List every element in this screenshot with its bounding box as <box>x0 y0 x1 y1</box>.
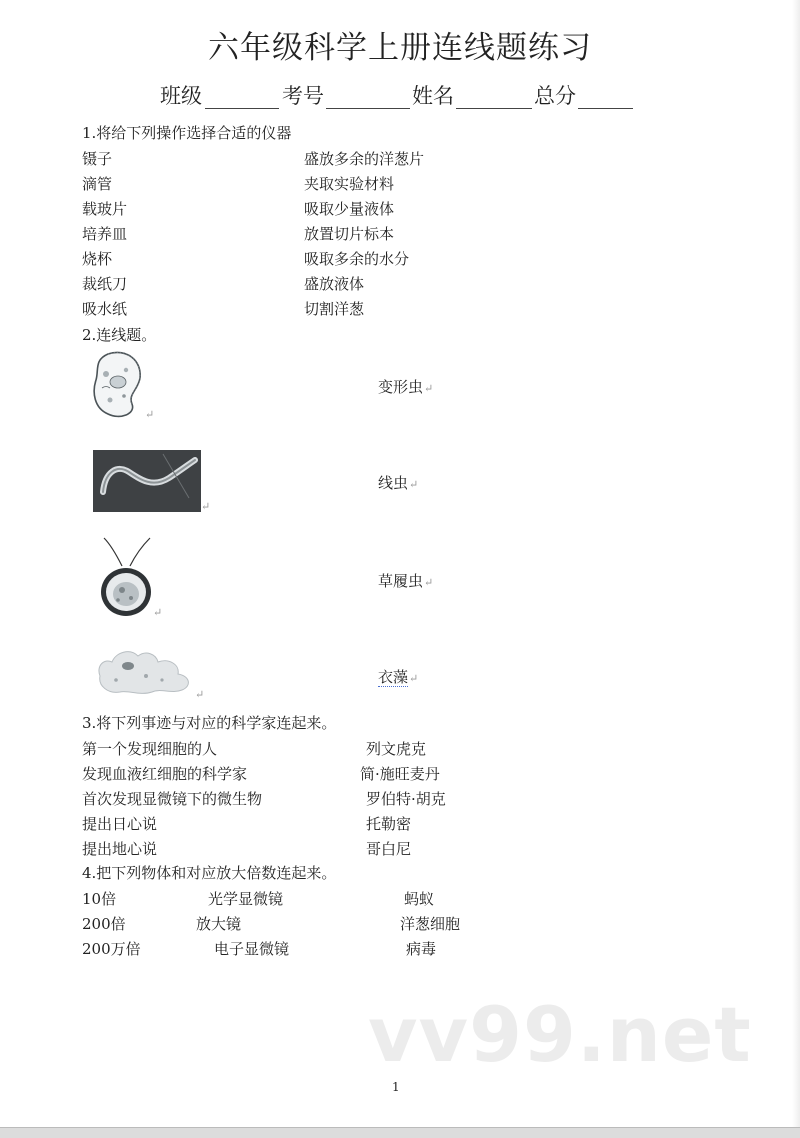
q1-left-item: 烧杯 <box>82 250 113 268</box>
q1-left-item: 滴管 <box>82 175 113 193</box>
q4-magnification: 10倍 <box>82 890 117 908</box>
return-mark-icon: ↵ <box>409 478 419 491</box>
page-edge-shadow <box>792 0 800 1137</box>
q4-magnification: 200倍 <box>82 915 126 933</box>
nematode-image <box>93 450 201 512</box>
q2-label-text: 草履虫 <box>378 572 424 590</box>
chlamydomonas-like-image <box>96 536 156 622</box>
page-title: 六年级科学上册连线题练习 <box>208 30 592 66</box>
exam-no-label: 考号 <box>282 84 324 108</box>
q2-label <box>378 666 418 687</box>
q3-right-item: 罗伯特·胡克 <box>366 790 446 808</box>
q1-right-item: 吸取少量液体 <box>304 200 395 218</box>
q3-right-item: 哥白尼 <box>366 840 412 858</box>
total-blank <box>578 88 633 109</box>
q3-left-item: 提出日心说 <box>82 815 158 833</box>
q3-right-item: 列文虎克 <box>366 740 427 758</box>
q3-right-item: 托勒密 <box>366 815 412 833</box>
q2-label <box>378 376 433 397</box>
q1-left-item: 载玻片 <box>82 200 128 218</box>
name-blank <box>456 88 532 109</box>
q1-right-item: 切割洋葱 <box>304 300 365 318</box>
q3-heading: 3.将下列事迹与对应的科学家连起来。 <box>82 714 337 732</box>
q2-heading: 2.连线题。 <box>82 326 157 344</box>
q1-left-item: 吸水纸 <box>82 300 128 318</box>
class-blank <box>205 88 279 109</box>
q2-label-text: 线虫 <box>378 474 409 492</box>
q1-left-item: 镊子 <box>82 150 113 168</box>
exam-no-blank <box>326 88 410 109</box>
q4-object: 病毒 <box>406 940 437 958</box>
amoeba-like-image <box>94 646 194 696</box>
q4-instrument: 放大镜 <box>196 915 242 933</box>
q1-right-item: 盛放多余的洋葱片 <box>304 150 425 168</box>
page-bottom-border <box>0 1127 800 1138</box>
class-label: 班级 <box>160 84 202 108</box>
q4-heading: 4.把下列物体和对应放大倍数连起来。 <box>82 864 337 882</box>
q4-magnification: 200万倍 <box>82 940 141 958</box>
name-label: 姓名 <box>412 84 454 108</box>
q4-instrument: 电子显微镜 <box>214 940 290 958</box>
return-mark-icon: ↵ <box>153 606 163 619</box>
return-mark-icon: ↵ <box>424 576 434 589</box>
q1-right-item: 夹取实验材料 <box>304 175 395 193</box>
q1-heading: 1.将给下列操作选择合适的仪器 <box>82 124 292 142</box>
q1-right-item: 放置切片标本 <box>304 225 395 243</box>
q4-object: 蚂蚁 <box>404 890 435 908</box>
return-mark-icon: ↵ <box>409 672 419 685</box>
q1-left-item: 培养皿 <box>82 225 128 243</box>
return-mark-icon: ↵ <box>145 408 155 421</box>
q2-label-text: 变形虫 <box>378 378 424 396</box>
total-label: 总分 <box>534 84 576 108</box>
q2-label <box>378 472 418 493</box>
q3-left-item: 发现血液红细胞的科学家 <box>82 765 248 783</box>
q3-left-item: 首次发现显微镜下的微生物 <box>82 790 263 808</box>
paramecium-like-image <box>86 348 155 421</box>
q2-label <box>378 570 433 591</box>
page-number: 1 <box>392 1080 400 1094</box>
q4-instrument: 光学显微镜 <box>208 890 284 908</box>
q1-right-item: 盛放液体 <box>304 275 365 293</box>
return-mark-icon: ↵ <box>424 382 434 395</box>
q1-left-item: 裁纸刀 <box>82 275 128 293</box>
return-mark-icon: ↵ <box>195 688 205 701</box>
q3-right-item: 简·施旺麦丹 <box>360 765 440 783</box>
q2-label-text: 衣藻 <box>378 668 409 686</box>
watermark: vv99.net <box>368 990 752 1079</box>
q1-right-item: 吸取多余的水分 <box>304 250 410 268</box>
return-mark-icon: ↵ <box>201 500 211 513</box>
q3-left-item: 提出地心说 <box>82 840 158 858</box>
q4-object: 洋葱细胞 <box>400 915 461 933</box>
q3-left-item: 第一个发现细胞的人 <box>82 740 218 758</box>
